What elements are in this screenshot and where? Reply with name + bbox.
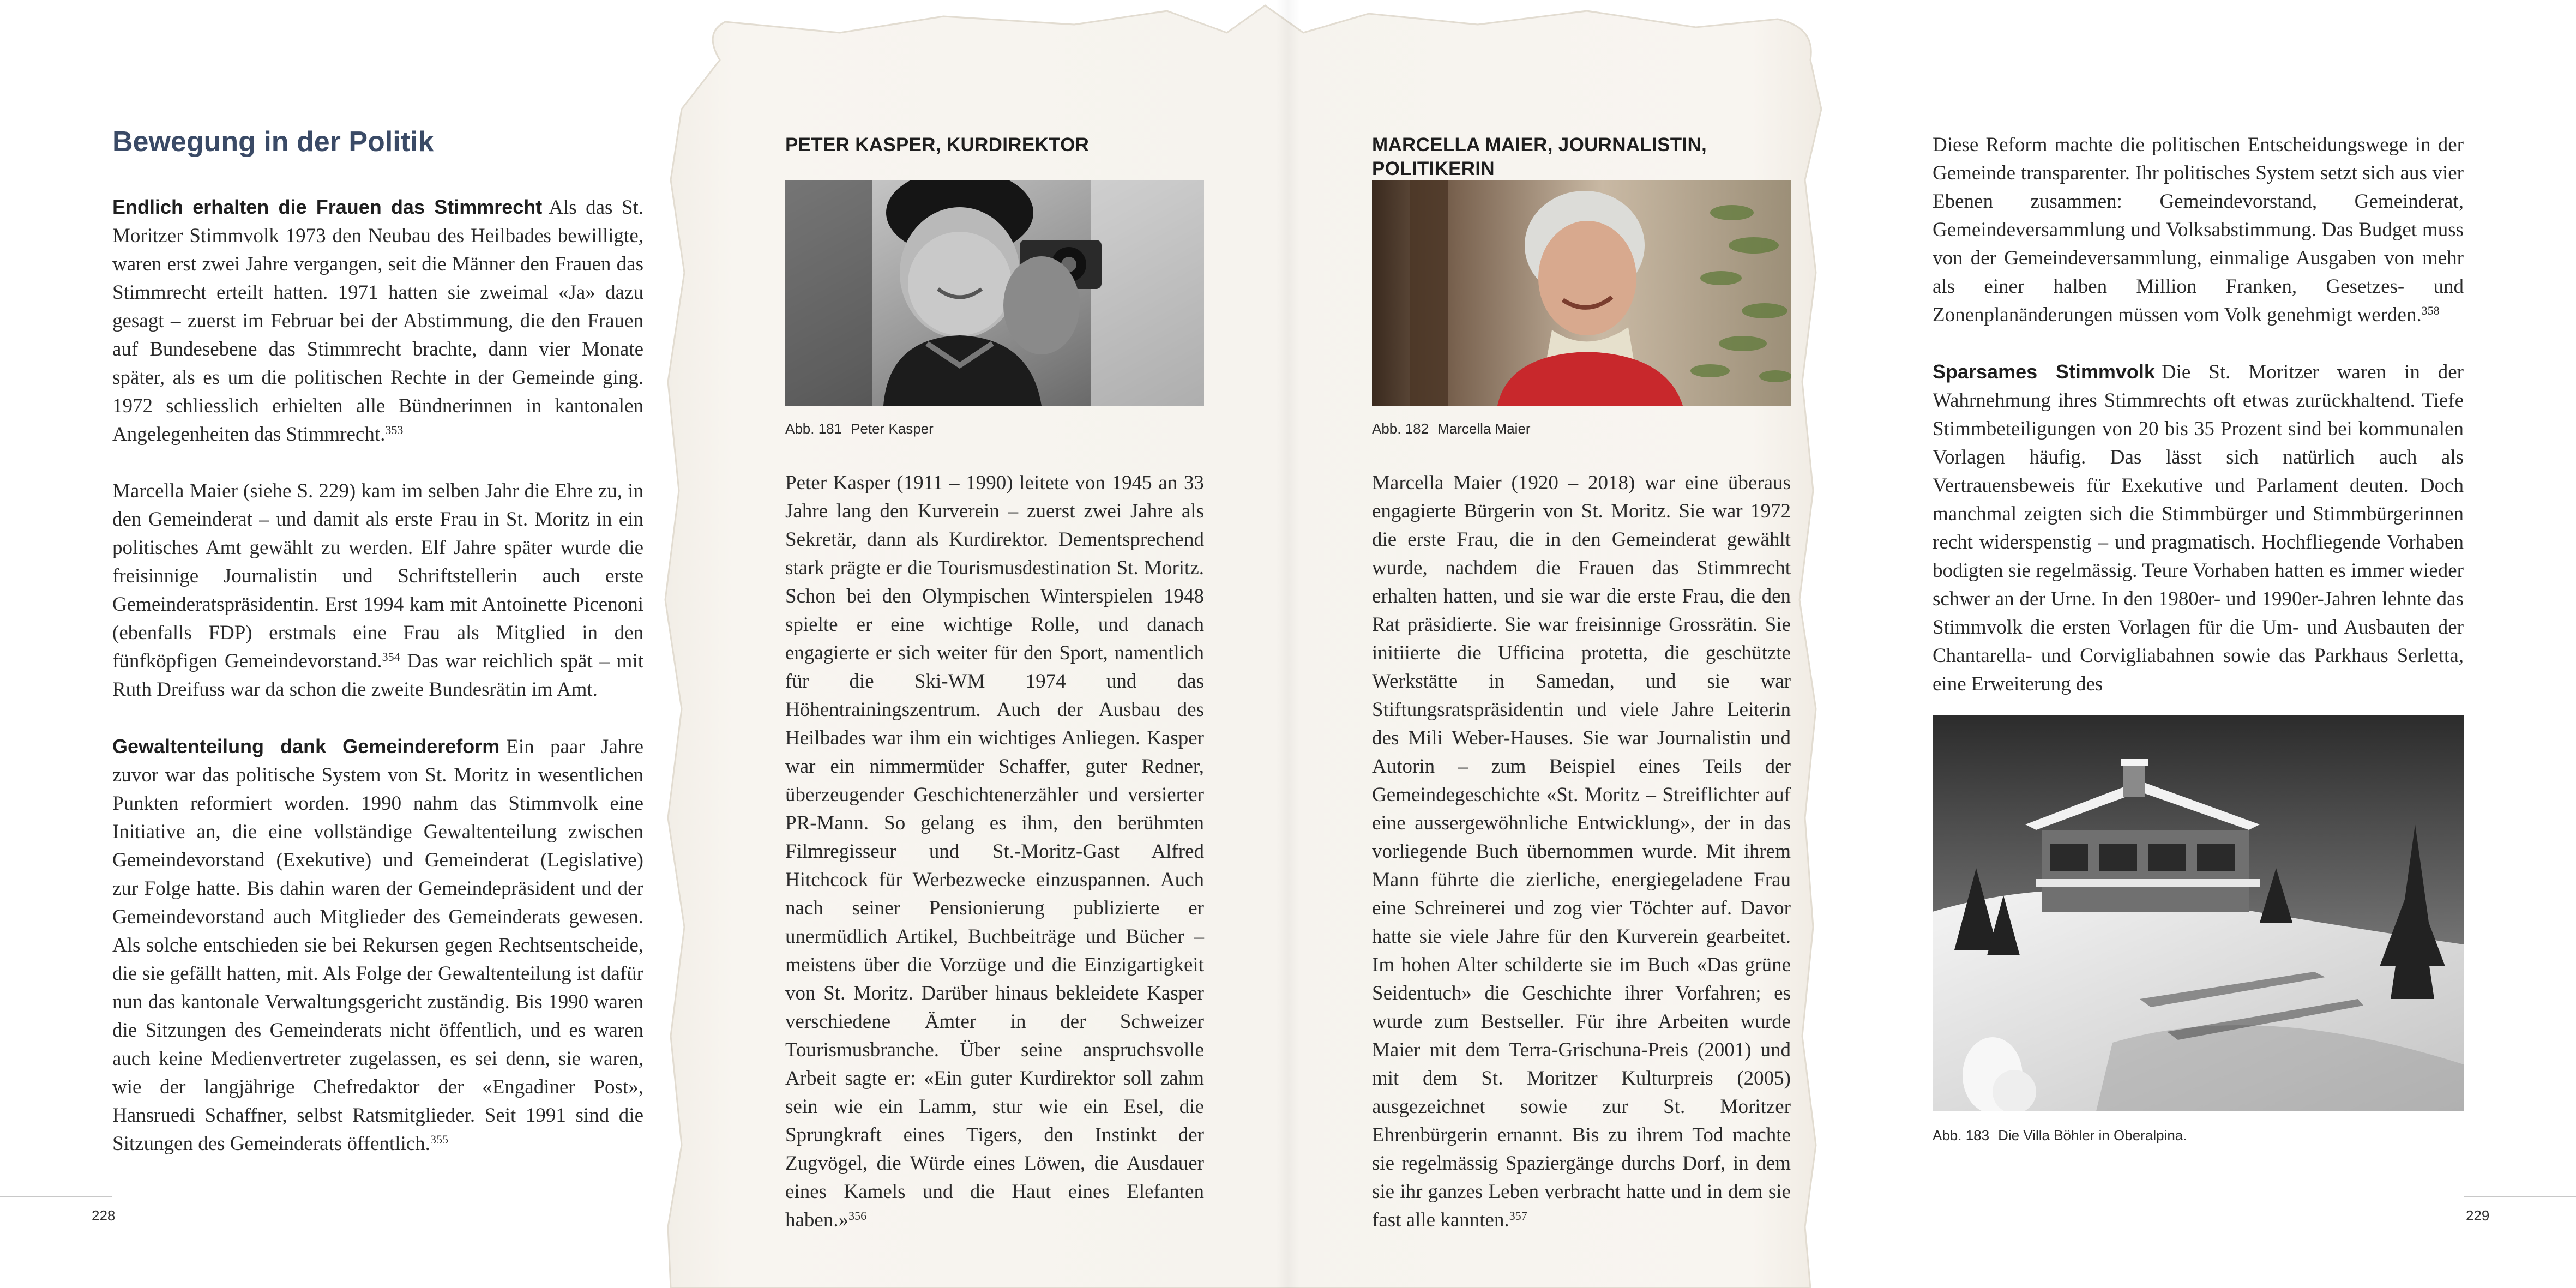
footnote-ref: 356 bbox=[848, 1209, 867, 1223]
caption-peter-kasper bbox=[785, 420, 934, 437]
right-body-text bbox=[1933, 131, 2464, 699]
section-womens-suffrage bbox=[112, 193, 643, 449]
paragraph-text: Diese Reform machte die politischen Entscheidungswege in der Gemeinde transparenter. Ihr politisches System setzt sich aus vier Ebenen zusammen: Gemeindevorstand, Gemeinderat, Gemeindeversammlung und Volksabstimmung. Das Budget muss von der Gemeindeversammlung, einmalige Ausgaben von mehr als einer halben Million Franken, Gesetzes- und Zonenplanänderungen müssen vom Volk genehmigt werden. bbox=[1933, 134, 2464, 326]
footnote-ref: 353 bbox=[385, 423, 404, 437]
section-thrifty-voters bbox=[1933, 358, 2464, 699]
caption-text: Die Villa Böhler in Oberalpina. bbox=[1998, 1127, 2187, 1143]
section-lead: Gewaltenteilung dank Gemeindereform bbox=[112, 735, 500, 757]
caption-text: Peter Kasper bbox=[851, 420, 934, 437]
right-page-rule bbox=[2464, 1196, 2576, 1197]
caption-text: Marcella Maier bbox=[1437, 420, 1531, 437]
footnote-ref: 357 bbox=[1509, 1209, 1527, 1223]
footnote-ref: 355 bbox=[430, 1133, 448, 1146]
photo-villa-boehler bbox=[1933, 715, 2464, 1111]
maier-body-text bbox=[1372, 469, 1791, 1263]
page-number-right: 229 bbox=[2466, 1207, 2490, 1224]
chapter-title: Bewegung in der Politik bbox=[112, 126, 434, 158]
caption-marcella-maier bbox=[1372, 420, 1531, 437]
caption-number: Abb. 182 bbox=[1372, 420, 1429, 437]
kasper-body-text bbox=[785, 469, 1204, 1263]
left-page-rule bbox=[0, 1196, 112, 1197]
kasper-title: PETER KASPER, KURDIREKTOR bbox=[785, 134, 1090, 155]
maier-paragraph bbox=[1372, 469, 1791, 1235]
left-body-text bbox=[112, 193, 643, 1158]
photo-marcella-maier bbox=[1372, 180, 1791, 406]
footnote-ref: 358 bbox=[2421, 304, 2440, 317]
caption-number: Abb. 181 bbox=[785, 420, 842, 437]
maier-column bbox=[1372, 133, 1791, 181]
paragraph-text: Marcella Maier (1920 – 2018) war eine überaus engagierte Bürgerin von St. Moritz. Sie war 1972 die erste Frau, die in den Gemeinderat gewählt wurde, nachdem die Frauen das Stimmrecht erhalten hatten, und sie war die erste Frau, die den Rat präsidierte. Sie war freisinnige Grossrätin. Sie initiierte die Ufficina protetta, die geschützte Werkstätte in Samedan, und sie war Stiftungsratspräsidentin und viele Jahre Leiterin des Mili Weber-Hauses. Sie war Journalistin und Autorin – zum Beispiel eines Teils der Gemeindegeschichte «St. Moritz – Streiflichter auf eine aussergewöhnliche Entwicklung», der in das vorliegende Buch übernommen wurde. Mit ihrem Mann führte die zierliche, energiegeladene Frau eine Schreinerei und zog vier Töchter auf. Davor hatte sie viele Jahre für den Kurverein gearbeitet. Im hohen Alter schilderte sie im Buch «Das grüne Seidentuch» die Geschichte ihrer Vorfahren; es wurde zum Bestseller. Für ihre Arbeiten wurde Maier mit dem Terra-Grischuna-Preis (2001) und mit dem St. Moritzer Kulturpreis (2005) ausgezeichnet sowie zur St. Moritzer Ehrenbürgerin ernannt. Bis zu ihrem Tod machte sie regelmässig Spaziergänge durchs Dorf, in dem sie ihr ganzes Leben verbracht hatte und in dem sie fast alle kannten. bbox=[1372, 472, 1791, 1231]
kasper-column bbox=[785, 133, 1204, 157]
paragraph-text: Peter Kasper (1911 – 1990) leitete von 1945 an 33 Jahre lang den Kurverein – zuerst zwei Jahre als Sekretär, dann als Kurdirektor. Dementsprechend stark prägte er die Tourismusdestination St. Moritz. Schon bei den Olympischen Winterspielen 1948 spielte er eine wichtige Rolle, und danach engagierte er sich weiter für den Sport, namentlich für die Ski-WM 1974 und das Höhentrainingszentrum. Auch der Ausbau des Heilbades war ihm ein wichtiges Anliegen. Kasper war ein nimmermüder Schaffer, guter Redner, überzeugender Geschichtenerzähler und versierter PR-Mann. So gelang es ihm, den berühmten Filmregisseur und St.-Moritz-Gast Alfred Hitchcock für Werbezwecke einzuspannen. Auch nach seiner Pensionierung publizierte er unermüdlich Artikel, Buchbeiträge und Bücher – meistens über die Vorzüge und die Einzigartigkeit von St. Moritz. Darüber hinaus bekleidete Kasper verschiedene Ämter in der Schweizer Tourismusbranche. Über seine anspruchsvolle Arbeit sagte er: «Ein guter Kurdirektor soll zahm sein wie ein Lamm, stur wie ein Esel, die Sprungkraft eines Tigers, den Instinkt der Zugvögel, die Würde eines Löwen, die Ausdauer eines Kamels und die Haut eines Elefanten haben.» bbox=[785, 472, 1204, 1231]
paragraph-tail: Das war reichlich spät – mit Ruth Dreifuss war da schon die zweite Bundesrätin im Amt. bbox=[112, 650, 644, 701]
paragraph-marcella-maier bbox=[112, 477, 643, 704]
paragraph-text: Als das St. Moritzer Stimmvolk 1973 den Neubau des Heilbades bewilligte, waren erst zwei Jahre vergangen, seit die Männer den Frauen das Stimmrecht erteilt hatten. 1971 hatten sie zweimal «Ja» dazu gesagt – zuerst im Februar bei der Abstimmung, die den Frauen auf Bundesebene das Stimmrecht brachte, dann vier Monate später, als es um die politischen Rechte in der Gemeinde ging. 1972 schliesslich erhielten alle Bündnerinnen in kantonalen Angelegenheiten das Stimmrecht. bbox=[112, 196, 644, 446]
caption-villa-boehler bbox=[1933, 1127, 2187, 1144]
photo-peter-kasper bbox=[785, 180, 1204, 406]
paragraph-text: Marcella Maier (siehe S. 229) kam im selben Jahr die Ehre zu, in den Gemeinderat – und damit als erste Frau in St. Moritz in ein politisches Amt gewählt zu werden. Elf Jahre später wurde die freisinnige Journalistin und Schriftstellerin auch erste Gemeinderatspräsidentin. Erst 1994 kam mit Antoinette Picenoni (ebenfalls FDP) erstmals eine Frau als Mitglied in den fünfköpfigen Gemeindevorstand. bbox=[112, 480, 643, 672]
paragraph-text: Ein paar Jahre zuvor war das politische System von St. Moritz in wesentlichen Punkten reformiert worden. 1990 nahm das Stimmvolk eine Initiative an, die eine vollständige Gewaltenteilung zwischen Gemeindevorstand (Exekutive) und Gemeinderat (Legislative) zur Folge hatte. Bis dahin waren der Gemeindepräsident und der Gemeindevorstand auch Mitglieder des Gemeinderats gewesen. Als solche entschieden sie bei Rekursen gegen Rechtsentscheide, die sie gefällt hatten, mit. Als Folge der Gewaltenteilung ist dafür nun das kantonale Verwaltungsgericht zuständig. Bis 1990 waren die Sitzungen des Gemeinderats nicht öffentlich, und es waren auch keine Medienvertreter zugelassen, es sei denn, sie waren, wie der langjährige Chefredaktor der «Engadiner Post», Hansruedi Schaffner, selbst Ratsmitglieder. Seit 1991 sind die Sitzungen des Gemeinderats öffentlich. bbox=[112, 736, 643, 1155]
kasper-paragraph bbox=[785, 469, 1204, 1235]
paragraph-reform bbox=[1933, 131, 2464, 329]
book-gutter bbox=[1276, 0, 1300, 1288]
paragraph-text: Die St. Moritzer waren in der Wahrnehmung ihres Stimmrechts oft etwas zurückhaltend. Tiefe Stimmbeteiligungen von 20 bis 35 Prozent sind bei kommunalen Vorlagen häufig. Das lässt sich natürlich auch als Vertrauensbeweis für Exekutive und Parlament deuten. Doch manchmal zeigten sich die Stimmbürger und Stimmbürgerinnen recht widerspenstig – und pragmatisch. Hochfliegende Vorhaben bodigten sie regelmässig. Teure Vorhaben hatten es immer wieder schwer an der Urne. In den 1980er- und 1990er-Jahren lehnte das Stimmvolk die ersten Vorlagen für die Um- und Ausbauten der Chantarella- und Corvigliabahnen sowie das Parkhaus Serletta, eine Erweiterung des bbox=[1933, 361, 2464, 695]
section-lead: Endlich erhalten die Frauen das Stimmrecht bbox=[112, 196, 543, 218]
maier-title: MARCELLA MAIER, JOURNALISTIN, POLITIKERIN bbox=[1372, 134, 1707, 179]
left-column bbox=[112, 124, 643, 1187]
caption-number: Abb. 183 bbox=[1933, 1127, 1990, 1143]
page-number-left: 228 bbox=[92, 1207, 116, 1224]
section-lead: Sparsames Stimmvolk bbox=[1933, 360, 2155, 383]
section-separation-of-powers bbox=[112, 732, 643, 1158]
footnote-ref: 354 bbox=[382, 650, 400, 664]
